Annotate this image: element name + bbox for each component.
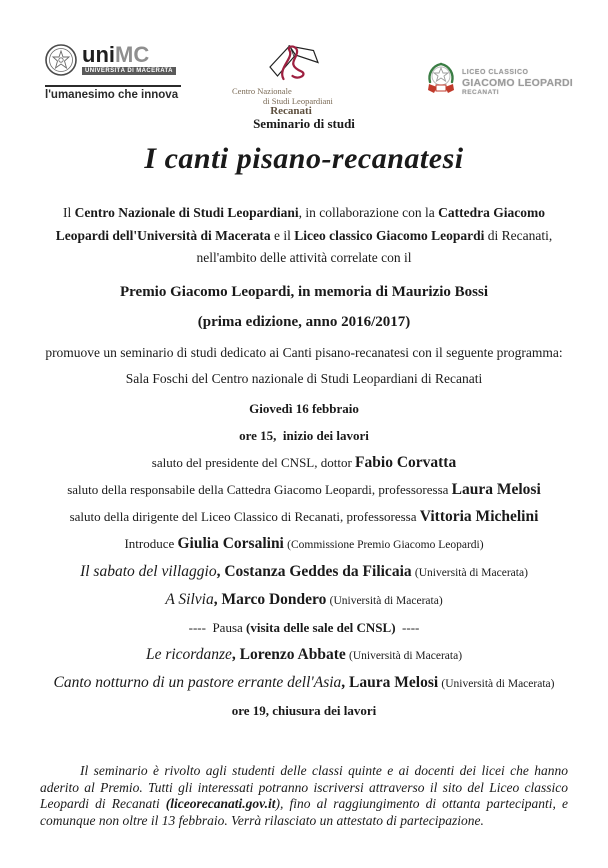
text-segment: (Università di Macerata)	[329, 594, 443, 607]
flyer-content	[0, 116, 608, 829]
text-segment: Fabio Corvatta	[355, 453, 457, 471]
program-line	[40, 536, 568, 554]
unimc-tagline: l'umanesimo che innova	[45, 89, 179, 101]
cnsl-line1: Centro Nazionale	[232, 86, 292, 96]
unimc-brand-uni: uni	[82, 42, 115, 67]
text-segment: ,	[341, 673, 350, 691]
text-segment: ore 19, chiusura dei lavori	[231, 702, 377, 718]
program-line	[40, 455, 568, 472]
program-line	[40, 620, 568, 637]
text-segment: saluto della responsabile della Cattedra Giacomo Leopardi, professoressa	[67, 481, 452, 497]
text-segment: Giovedì 16 febbraio	[249, 400, 359, 416]
text-segment: Costanza Geddes da Filicaia	[224, 562, 412, 580]
text-segment: ore 15, inizio dei lavori	[239, 427, 369, 443]
liceo-line1: LICEO CLASSICO	[462, 68, 529, 76]
program	[40, 401, 568, 720]
program-line	[40, 703, 568, 720]
liceo-line2: GIACOMO LEOPARDI	[462, 76, 573, 89]
italy-emblem-icon	[424, 60, 458, 105]
text-segment: , in collaborazione con la	[298, 205, 439, 220]
program-line	[40, 401, 568, 418]
program-line	[40, 592, 568, 610]
text-segment: Giulia Corsalini	[177, 534, 284, 552]
program-line	[40, 428, 568, 445]
text-segment: Laura Melosi	[349, 673, 439, 691]
program-line	[40, 647, 568, 665]
venue-line: Sala Foschi del Centro nazionale di Studi Leopardiani di Recanati	[125, 370, 483, 386]
unimc-brand	[82, 44, 176, 66]
text-segment: (visita delle sale del CNSL)	[246, 619, 396, 635]
text-segment: saluto della dirigente del Liceo Classico di Recanati, professoressa	[69, 508, 420, 524]
text-segment: Cattedra Giacomo Leopardi dell'Università di Macerata	[55, 205, 545, 243]
unimc-logo-top	[45, 44, 181, 81]
program-line	[40, 675, 568, 693]
text-segment: (Università di Macerata)	[414, 566, 528, 579]
program-line	[40, 564, 568, 582]
text-segment: saluto del presidente del CNSL, dottor	[151, 454, 356, 470]
intro-paragraph	[40, 202, 568, 270]
unimc-seal-icon	[45, 44, 77, 81]
text-segment: Le ricordanze	[145, 645, 232, 663]
page-title: I canti pisano-recanatesi	[144, 142, 464, 175]
liceo-logo	[424, 60, 574, 105]
premio-title: Premio Giacomo Leopardi, in memoria di Maurizio Bossi	[119, 283, 489, 300]
text-segment: Liceo classico Giacomo Leopardi	[294, 227, 485, 243]
unimc-brand-mc: MC	[115, 42, 150, 67]
footer-paragraph	[40, 763, 568, 829]
text-segment: ), fino al raggiungimento di ottanta partecipanti, e comunque non oltre il 13 febbraio. Verrà rilasciato un attestato di partecipazione.	[40, 796, 568, 828]
text-segment: Centro Nazionale di Studi Leopardiani	[74, 205, 299, 220]
text-segment: (Università di Macerata)	[349, 649, 463, 662]
text-segment: ---- Pausa	[188, 619, 247, 635]
text-segment: Laura Melosi	[451, 480, 541, 498]
text-segment: A Silvia	[165, 590, 214, 608]
unimc-divider	[45, 85, 181, 87]
unimc-subtitle: UNIVERSITÀ DI MACERATA	[82, 67, 176, 75]
text-segment: ----	[395, 619, 420, 635]
text-segment: ,	[231, 645, 240, 663]
cnsl-logo-text	[228, 87, 354, 117]
unimc-logo	[45, 44, 181, 101]
text-segment: Il	[63, 205, 75, 220]
text-segment: Il seminario è rivolto agli studenti delle classi quinte e ai docenti dei licei che hanno aderito al Premio. Tutti gli interessati potranno iscriversi attraverso il sito del Liceo classico Leopardi di Recanati	[40, 763, 568, 811]
program-line	[40, 509, 568, 526]
kicker: Seminario di studi	[253, 116, 355, 131]
text-segment: ,	[213, 590, 222, 608]
text-segment: Marco Dondero	[221, 590, 327, 608]
text-segment: (Università di Macerata)	[441, 677, 555, 690]
program-line	[40, 482, 568, 499]
text-segment: Canto notturno di un pastore errante dell'Asia	[53, 673, 342, 691]
text-segment: e il	[270, 227, 295, 243]
unimc-wordmark	[82, 44, 176, 75]
logo-band	[0, 0, 608, 117]
text-segment: ,	[216, 562, 225, 580]
promuove-line: promuove un seminario di studi dedicato ai Canti pisano-recanatesi con il seguente programma:	[45, 344, 563, 360]
cnsl-line3: Recanati	[270, 105, 312, 117]
text-segment: Vittoria Michelini	[419, 507, 539, 525]
text-segment: Introduce	[124, 535, 178, 551]
cnsl-line2: di Studi Leopardiani	[263, 95, 333, 106]
liceo-logo-text	[462, 69, 573, 97]
text-segment: Lorenzo Abbate	[239, 645, 346, 663]
text-segment: di Recanati, nell'ambito delle attività correlate con il	[196, 227, 553, 265]
liceo-line3: RECANATI	[462, 89, 500, 96]
text-segment: Il sabato del villaggio	[80, 562, 217, 580]
text-segment: (liceorecanati.gov.it	[165, 796, 276, 811]
cnsl-logo	[228, 38, 354, 117]
premio-edition: (prima edizione, anno 2016/2017)	[197, 313, 411, 330]
text-segment: (Commissione Premio Giacomo Leopardi)	[287, 538, 484, 551]
